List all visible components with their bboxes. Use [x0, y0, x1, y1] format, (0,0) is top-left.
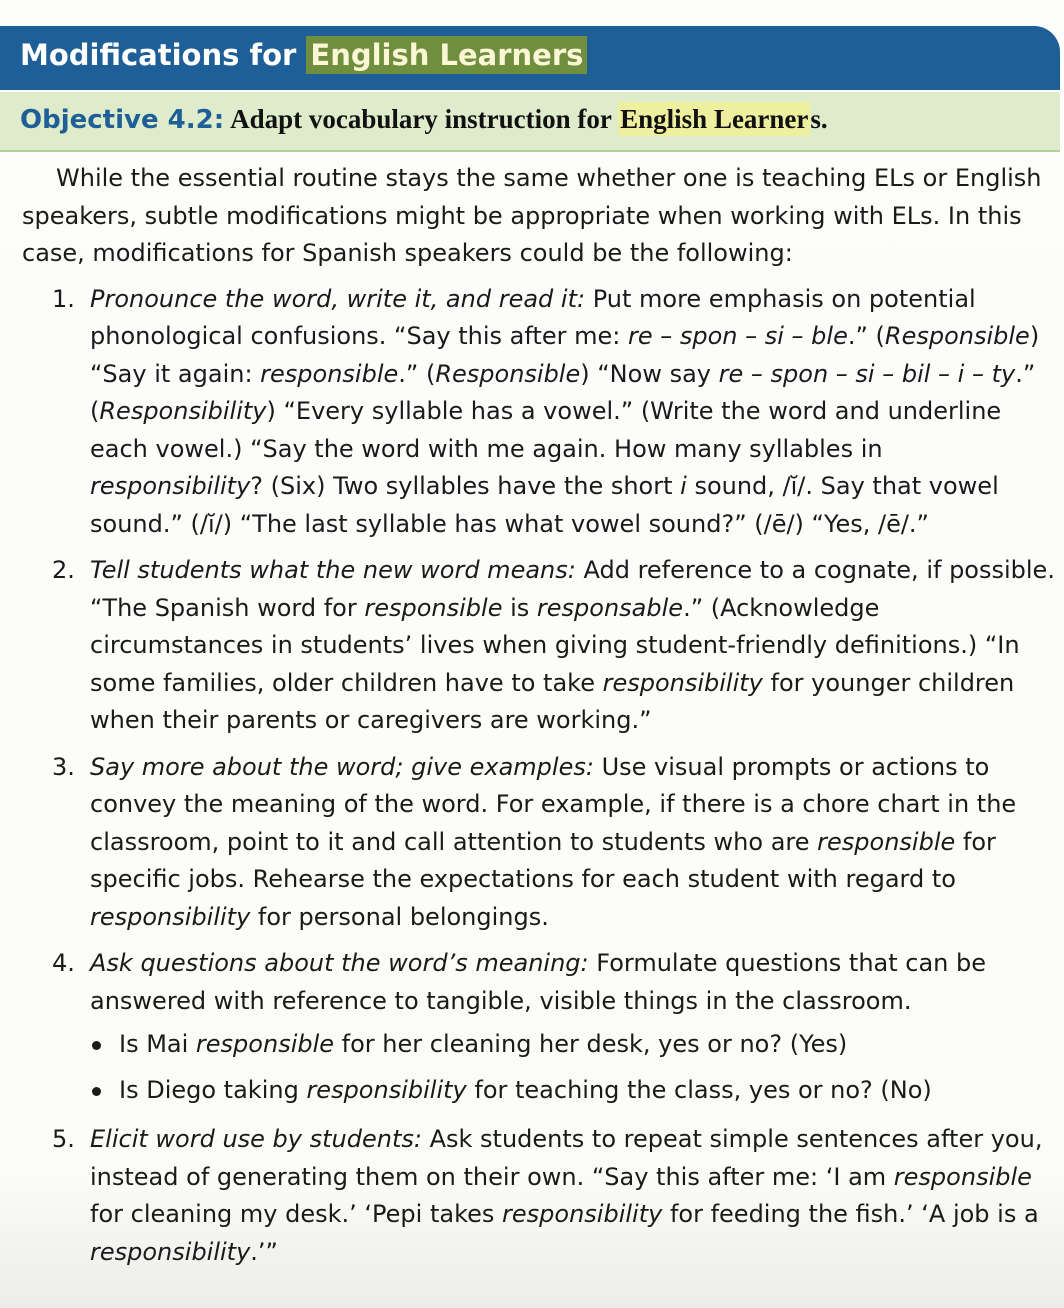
- step-number: 1.: [52, 284, 75, 313]
- step-italic: responsibility: [90, 472, 251, 500]
- step-italic: re – spon – si – ble: [627, 322, 848, 350]
- step-text: ) “Say it again:: [90, 322, 1040, 388]
- list-item-step-4: [22, 945, 1058, 1109]
- step-italic: Responsible: [435, 359, 581, 388]
- list-item-step-2: [22, 552, 1058, 740]
- step-text: .” (: [398, 359, 436, 388]
- list-item-step-3: [22, 749, 1058, 937]
- step-italic: responsible: [364, 593, 503, 622]
- step-text: Formulate questions that can be answered with reference to tangible, visible things in the classroom.: [90, 949, 987, 1015]
- step-text: Put more emphasis on potential phonological confusions. “Say this after me:: [90, 284, 976, 350]
- bullet-text: Is Mai: [119, 1030, 196, 1058]
- step-number: 4.: [52, 949, 75, 977]
- step-text: Use visual prompts or actions to convey the meaning of the word. For example, if there is a chore chart in the classroom, point to it and call attention to students who are: [90, 752, 1017, 856]
- step-text: ) “Every syllable has a vowel.” (Write the word and underline each vowel.) “Say the word with me again. How many syllables in: [90, 397, 1002, 463]
- bullet-text: Is Diego taking: [119, 1075, 307, 1104]
- step-text: ) “Now say: [580, 359, 719, 388]
- step-text: .” (: [847, 322, 885, 350]
- step-text: sound, /ĭ/. Say that vowel sound.” (/ĭ/) “The last syllable has what vowel sound?” (/ē/) “Yes, /ē/.”: [90, 472, 999, 538]
- objective-text-suffix: s.: [810, 104, 828, 134]
- step-italic: responsible: [260, 359, 399, 388]
- bullet-item: [90, 1026, 1058, 1064]
- step-italic: i: [680, 472, 687, 500]
- step-italic: responsibility: [602, 668, 763, 697]
- bullet-italic: responsibility: [306, 1075, 467, 1104]
- step-italic: responsibility: [90, 1237, 251, 1266]
- step-lead: Tell students what the new word means:: [90, 556, 576, 584]
- section-title-prefix: Modifications for: [20, 38, 307, 72]
- objective-text-prefix: Adapt vocabulary instruction for: [230, 104, 619, 134]
- step-italic: responsable: [536, 593, 684, 622]
- section-title-highlight: English Learners: [306, 36, 587, 74]
- step-text: for younger children when their parents or caregivers are working.”: [90, 668, 1015, 734]
- section-header-bar: [0, 26, 1060, 90]
- bullet-text: for teaching the class, yes or no? (No): [466, 1075, 932, 1104]
- step-italic: responsible: [817, 827, 956, 856]
- body-text: [22, 160, 1058, 1280]
- step-text: for feeding the fish.’ ‘A job is a: [662, 1200, 1039, 1228]
- step-text: Add reference to a cognate, if possible. “The Spanish word for: [90, 556, 1055, 622]
- bullet-text: for her cleaning her desk, yes or no? (Yes): [334, 1030, 848, 1058]
- step-text: .” (: [90, 359, 1036, 425]
- step-text: for personal belongings.: [250, 902, 549, 931]
- objective-heading: [20, 104, 828, 135]
- step-text: for specific jobs. Rehearse the expectations for each student with regard to: [90, 827, 996, 893]
- step-italic: responsibility: [90, 902, 251, 931]
- step-lead: Pronounce the word, write it, and read it:: [90, 284, 586, 313]
- list-item-step-5: [22, 1121, 1058, 1271]
- step-number: 2.: [52, 556, 75, 584]
- step-lead: Ask questions about the word’s meaning:: [90, 949, 589, 977]
- step-number: 5.: [52, 1125, 75, 1153]
- list-item-step-1: [22, 281, 1058, 544]
- step-lead: Say more about the word; give examples:: [90, 752, 594, 781]
- step-text: .’”: [250, 1237, 278, 1266]
- step-text: for cleaning my desk.’ ‘Pepi takes: [90, 1200, 503, 1228]
- step-text: is: [502, 593, 537, 622]
- step-lead: Elicit word use by students:: [90, 1125, 422, 1153]
- step-italic: Responsible: [884, 322, 1030, 350]
- step-text: .” (Acknowledge circumstances in students’ lives when giving student-friendly definitions.) “In some families, older children have to take: [90, 593, 1020, 697]
- objective-bar: [0, 92, 1060, 152]
- step-italic: responsibility: [502, 1200, 663, 1228]
- bullet-italic: responsible: [195, 1030, 335, 1058]
- objective-text-highlight: English Learner: [620, 104, 809, 134]
- step-italic: re – spon – si – bil – i – ty: [718, 359, 1016, 388]
- objective-label: Objective 4.2:: [20, 105, 225, 135]
- section-title: [20, 38, 587, 72]
- step-text: Ask students to repeat simple sentences after you, instead of generating them on their own. “Say this after me: ‘I am: [90, 1125, 1043, 1191]
- step-text: ? (Six) Two syllables have the short: [250, 472, 681, 500]
- objective-text: [230, 104, 828, 134]
- question-bullets: [90, 1026, 1058, 1109]
- step-italic: Responsibility: [99, 397, 267, 425]
- intro-paragraph: While the essential routine stays the same whether one is teaching ELs or English speakers, subtle modifications might be appropriate when working with ELs. In this case, modifications for Spanish speakers could be the following:: [22, 164, 1042, 267]
- steps-list: [22, 281, 1058, 1272]
- step-italic: responsible: [893, 1162, 1032, 1191]
- step-number: 3.: [52, 752, 75, 781]
- bullet-item: [90, 1072, 1058, 1110]
